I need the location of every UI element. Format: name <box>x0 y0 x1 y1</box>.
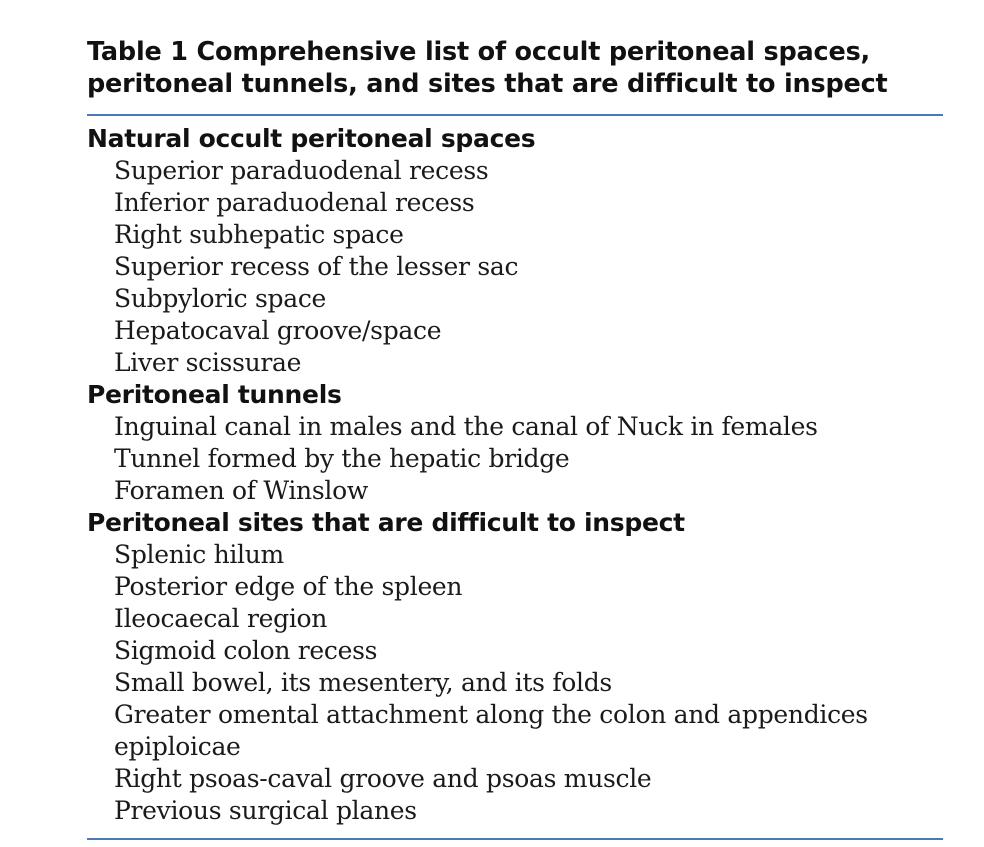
table-caption <box>87 36 943 100</box>
caption-line-2: peritoneal tunnels, and sites that are difficult to inspect <box>87 69 888 99</box>
table-row: Splenic hilum <box>114 540 284 569</box>
table-row: Previous surgical planes <box>114 796 417 825</box>
table-row: Inferior paraduodenal recess <box>114 188 475 217</box>
table-row: Superior recess of the lesser sac <box>114 252 519 281</box>
table-row: Posterior edge of the spleen <box>114 572 463 601</box>
table-row: epiploicae <box>114 732 241 761</box>
table-row: Foramen of Winslow <box>114 476 368 505</box>
table-row: Tunnel formed by the hepatic bridge <box>114 444 570 473</box>
table-body <box>87 116 943 827</box>
table-row: Small bowel, its mesentery, and its folds <box>114 668 612 697</box>
table-row: Liver scissurae <box>114 348 302 377</box>
table-row: Right psoas-caval groove and psoas muscle <box>114 764 652 793</box>
table-container <box>87 36 943 840</box>
table-row: Right subhepatic space <box>114 220 404 249</box>
section-heading-difficult-sites: Peritoneal sites that are difficult to inspect <box>87 508 685 537</box>
table-row: Subpyloric space <box>114 284 327 313</box>
table-row: Greater omental attachment along the colon and appendices <box>114 700 868 729</box>
table-row: Ileocaecal region <box>114 604 328 633</box>
bottom-rule <box>87 838 943 840</box>
section-heading-natural-occult-spaces: Natural occult peritoneal spaces <box>87 124 536 153</box>
table-row: Sigmoid colon recess <box>114 636 378 665</box>
section-heading-peritoneal-tunnels: Peritoneal tunnels <box>87 380 342 409</box>
table-row: Superior paraduodenal recess <box>114 156 489 185</box>
table-row: Hepatocaval groove/space <box>114 316 442 345</box>
table-row: Inguinal canal in males and the canal of Nuck in females <box>114 412 818 441</box>
caption-line-1: Table 1 Comprehensive list of occult peritoneal spaces, <box>87 37 871 67</box>
